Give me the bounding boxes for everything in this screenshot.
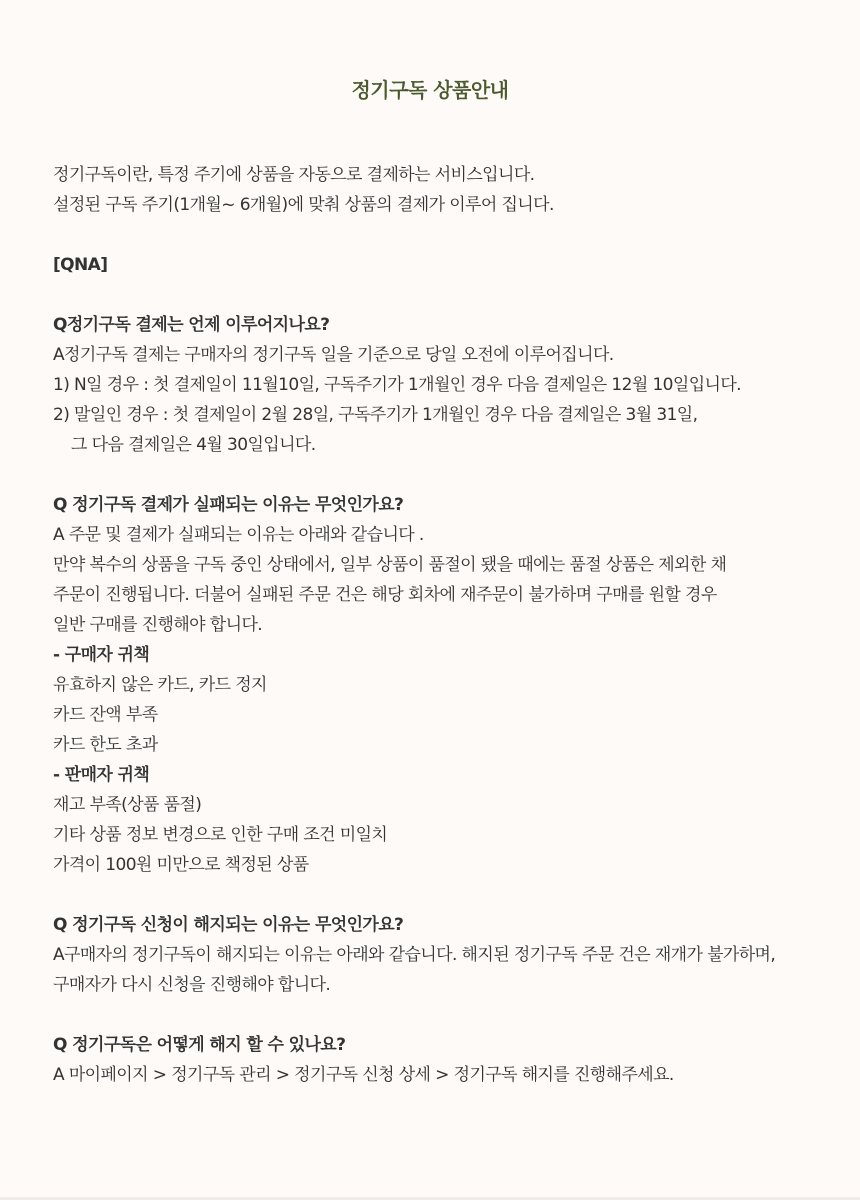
question-how-to-cancel: Q 정기구독은 어떻게 해지 할 수 있나요? <box>53 1035 346 1055</box>
answer-line: 일반 구매를 진행해야 합니다. <box>53 615 263 635</box>
list-item: 카드 잔액 부족 <box>53 705 158 725</box>
page-title: 정기구독 상품안내 <box>351 78 509 102</box>
spacer <box>53 460 833 490</box>
spacer <box>53 280 833 310</box>
answer-line: 만약 복수의 상품을 구독 중인 상태에서, 일부 상품이 품절이 됐을 때에는 품절 상품은 제외한 채 <box>53 555 727 575</box>
spacer <box>53 880 833 910</box>
answer-line: A정기구독 결제는 구매자의 정기구독 일을 기준으로 당일 오전에 이루어집니다. <box>53 345 614 365</box>
spacer <box>53 220 833 250</box>
answer-line: 구매자가 다시 신청을 진행해야 합니다. <box>53 975 331 995</box>
spacer <box>53 1000 833 1030</box>
seller-fault-heading: - 판매자 귀책 <box>53 765 150 785</box>
answer-line: 주문이 진행됩니다. 더불어 실패된 주문 건은 해당 회차에 재주문이 불가하며 구매를 원할 경우 <box>53 585 717 605</box>
intro-line: 설정된 구독 주기(1개월~ 6개월)에 맞춰 상품의 결제가 이루어 집니다. <box>53 195 554 215</box>
answer-line: A구매자의 정기구독이 해지되는 이유는 아래와 같습니다. 해지된 정기구독 주문 건은 재개가 불가하며, <box>53 945 776 965</box>
question-cancellation-reason: Q 정기구독 신청이 해지되는 이유는 무엇인가요? <box>53 915 404 935</box>
answer-line: 1) N일 경우 : 첫 결제일이 11월10일, 구독주기가 1개월인 경우 다음 결제일은 12월 10일입니다. <box>53 375 741 395</box>
question-payment-failure: Q 정기구독 결제가 실패되는 이유는 무엇인가요? <box>53 495 404 515</box>
list-item: 유효하지 않은 카드, 카드 정지 <box>53 675 267 695</box>
list-item: 가격이 100원 미만으로 책정된 상품 <box>53 855 309 875</box>
list-item: 재고 부족(상품 품절) <box>53 795 202 815</box>
answer-line: 그 다음 결제일은 4월 30일입니다. <box>71 435 316 455</box>
buyer-fault-heading: - 구매자 귀책 <box>53 645 150 665</box>
list-item: 기타 상품 정보 변경으로 인한 구매 조건 미일치 <box>53 825 388 845</box>
question-payment-timing: Q정기구독 결제는 언제 이루어지나요? <box>53 315 330 335</box>
qna-header: [QNA] <box>53 255 108 275</box>
intro-line: 정기구독이란, 특정 주기에 상품을 자동으로 결제하는 서비스입니다. <box>53 165 535 185</box>
answer-line: 2) 말일인 경우 : 첫 결제일이 2월 28일, 구독주기가 1개월인 경우 다음 결제일은 3월 31일, <box>53 405 698 425</box>
answer-line: A 주문 및 결제가 실패되는 이유는 아래와 같습니다 . <box>53 525 424 545</box>
content-body <box>53 160 833 1090</box>
list-item: 카드 한도 초과 <box>53 735 158 755</box>
answer-line: A 마이페이지 > 정기구독 관리 > 정기구독 신청 상세 > 정기구독 해지를 진행해주세요. <box>53 1065 674 1085</box>
